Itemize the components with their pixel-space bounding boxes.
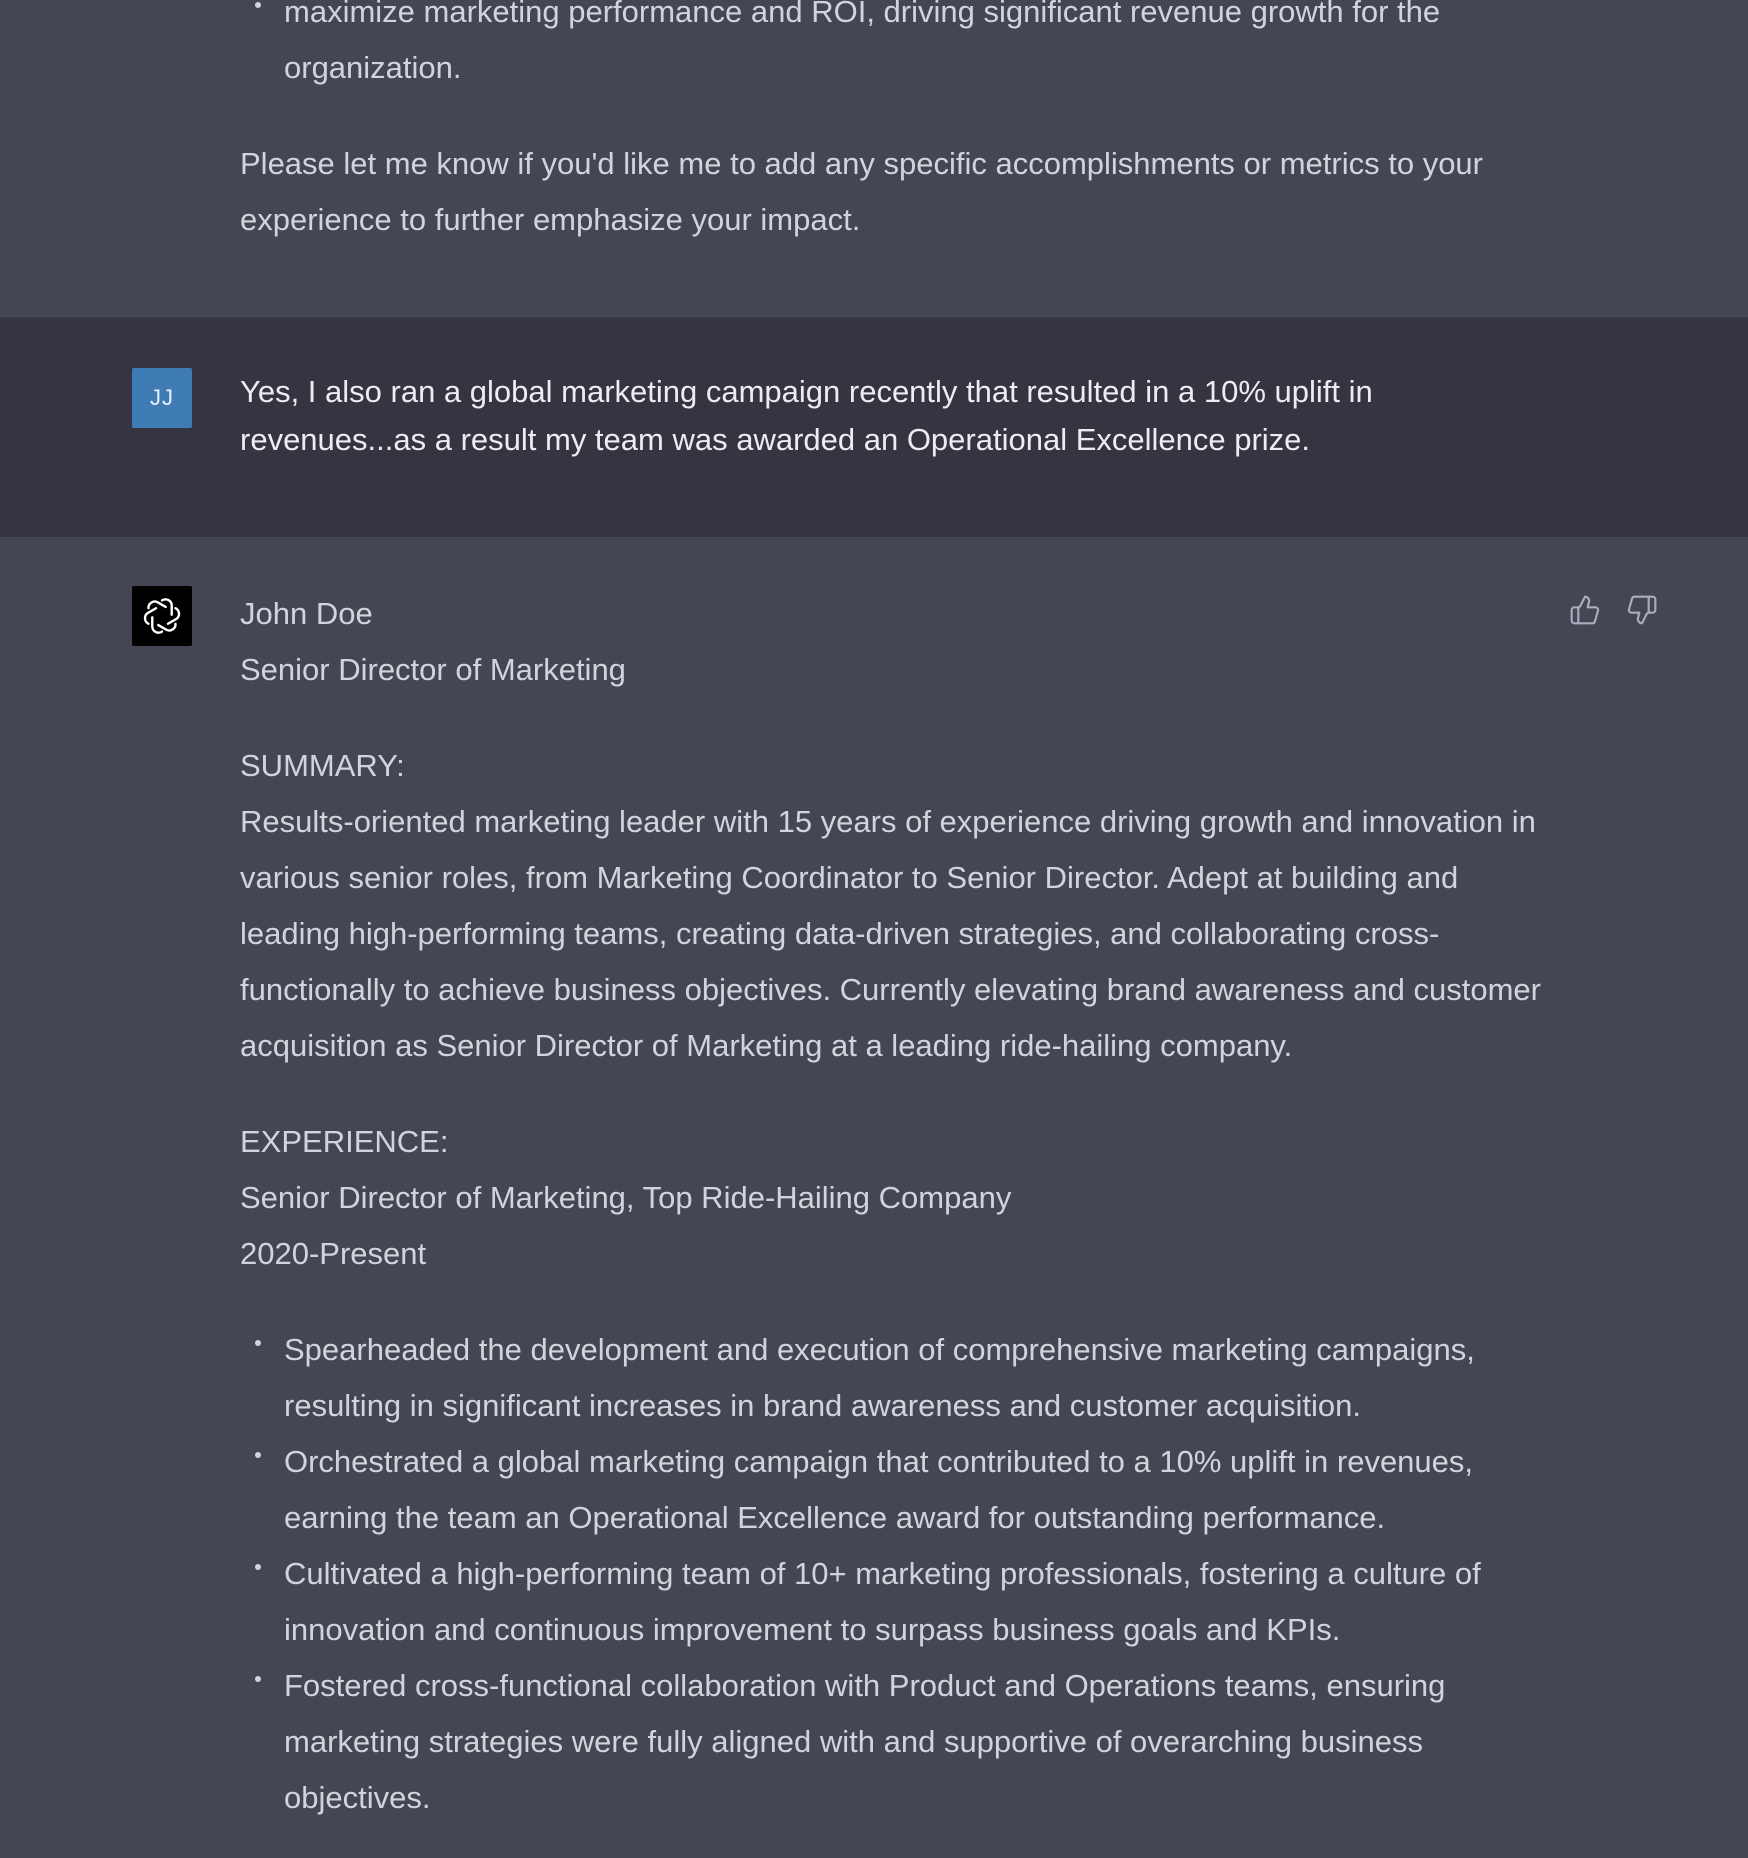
openai-logo-icon	[132, 586, 192, 646]
resume-name: John Doe	[240, 596, 373, 631]
experience-bullet-list	[240, 1322, 1560, 1826]
experience-heading: EXPERIENCE:	[240, 1124, 449, 1159]
list-item: Fostered cross-functional collaboration with Product and Operations teams, ensuring marketing strategies were fully aligned with and supportive of overarching business objectives.	[240, 1658, 1560, 1826]
list-item: Cultivated a high-performing team of 10+ marketing professionals, fostering a culture of innovation and continuous improvement to surpass business goals and KPIs.	[240, 1546, 1560, 1658]
user-message-text: Yes, I also ran a global marketing campaign recently that resulted in a 10% uplift in revenues...as a result my team was awarded an Operational Excellence prize.	[240, 374, 1373, 457]
summary-heading: SUMMARY:	[240, 748, 405, 783]
previous-bullet-line-1: maximize marketing performance and ROI, driving significant revenue growth for the	[284, 0, 1441, 29]
job-dates: 2020-Present	[240, 1236, 427, 1271]
previous-bullet-list	[240, 0, 1560, 96]
summary-text: Results-oriented marketing leader with 15 years of experience driving growth and innovation in various senior roles, from Marketing Coordinator to Senior Director. Adept at building and leading high-performing teams, creating data-driven strategies, and collaborating cross-functionally to achieve business objectives. Currently elevating brand awareness and customer acquisition as Senior Director of Marketing at a leading ride-hailing company.	[240, 804, 1541, 1063]
resume-title: Senior Director of Marketing	[240, 652, 626, 687]
previous-bullet-line-2: organization.	[284, 50, 462, 85]
assistant-response-content	[240, 586, 1560, 1826]
thumbs-down-button[interactable]	[1624, 592, 1660, 628]
previous-closing-text: Please let me know if you'd like me to add any specific accomplishments or metrics to your experience to further emphasize your impact.	[240, 146, 1483, 237]
thumbs-down-icon	[1626, 594, 1658, 626]
previous-response-block	[0, 0, 1748, 317]
user-avatar: JJ	[132, 368, 192, 428]
job-title: Senior Director of Marketing, Top Ride-Hailing Company	[240, 1180, 1012, 1215]
thumbs-up-button[interactable]	[1567, 592, 1603, 628]
previous-bullet-tail	[240, 0, 1560, 96]
list-item: Orchestrated a global marketing campaign that contributed to a 10% uplift in revenues, earning the team an Operational Excellence award for outstanding performance.	[240, 1434, 1560, 1546]
list-item: Spearheaded the development and execution of comprehensive marketing campaigns, resulting in significant increases in brand awareness and customer acquisition.	[240, 1322, 1560, 1434]
previous-response-content	[240, 0, 1560, 248]
thumbs-up-icon	[1569, 594, 1601, 626]
